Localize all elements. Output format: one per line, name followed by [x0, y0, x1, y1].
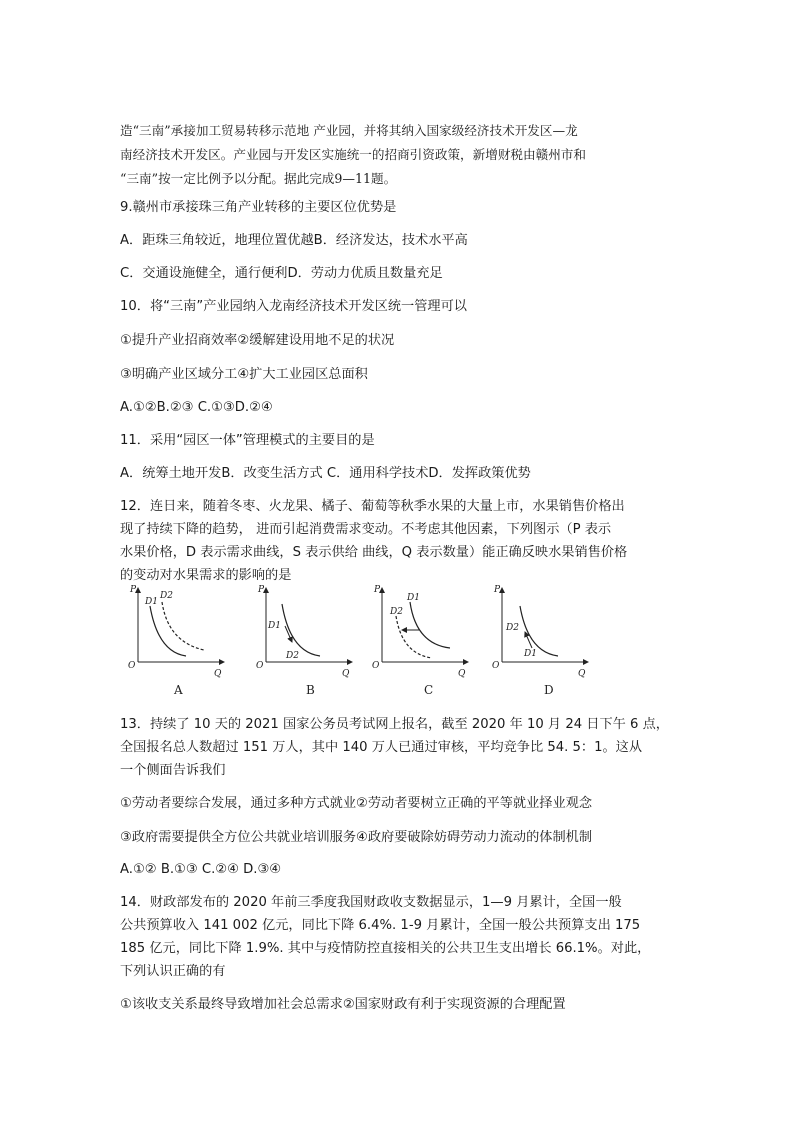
- q9-options-cd: C．交通设施健全，通行便利D．劳动力优质且数量充足: [120, 266, 443, 281]
- q12-line-2: 现了持续下降的趋势， 进而引起消费需求变动。不考虑其他因素，下列图示（P 表示: [120, 522, 612, 537]
- q9-options-ab: A．距珠三角较近，地理位置优越B．经济发达，技术水平高: [120, 233, 468, 248]
- graph-caption: B: [306, 683, 315, 697]
- q14-line-3: 185 亿元，同比下降 1.9%. 其中与疫情防控直接相关的公共卫生支出增长 66.1%。对此，: [120, 941, 651, 956]
- q13-items-3-4: ③政府需要提供全方位公共就业培训服务④政府要破除妨碍劳动力流动的体制机制: [120, 830, 593, 845]
- d2-label: D2: [390, 607, 403, 617]
- p-label: P: [258, 585, 265, 595]
- q14-line-1: 14．财政部发布的 2020 年前三季度我国财政收支数据显示，1—9 月累计，全国一般: [120, 895, 622, 910]
- o-label: O: [372, 661, 380, 671]
- graph-a: [128, 582, 258, 702]
- q-label: Q: [342, 669, 350, 679]
- q13-line-1: 13．持续了 10 天的 2021 国家公务员考试网上报名，截至 2020 年 10 月 24 日下午 6 点，: [120, 717, 669, 732]
- q14-line-2: 公共预算收入 141 002 亿元，同比下降 6.4%. 1-9 月累计，全国一般公共预算支出 175: [120, 918, 641, 933]
- d2-label: D2: [506, 623, 519, 633]
- d2-label: D2: [286, 651, 299, 661]
- p-label: P: [374, 585, 381, 595]
- q11-options: A．统筹土地开发B．改变生活方式 C．通用科学技术D．发挥政策优势: [120, 466, 531, 481]
- q11-stem: 11．采用“园区一体”管理模式的主要目的是: [120, 433, 375, 448]
- graph-c: [372, 582, 502, 702]
- q10-options: A.①②B.②③ C.①③D.②④: [120, 400, 273, 415]
- q12-line-3: 水果价格，D 表示需求曲线，S 表示供给 曲线，Q 表示数量）能正确反映水果销售价格: [120, 545, 628, 560]
- q13-line-3: 一个侧面告诉我们: [120, 763, 226, 778]
- q9-stem: 9.赣州市承接珠三角产业转移的主要区位优势是: [120, 200, 397, 215]
- graph-caption: A: [174, 683, 183, 697]
- o-label: O: [128, 661, 136, 671]
- graph-caption: C: [424, 683, 434, 697]
- demand-curve-d1: [410, 602, 450, 648]
- intro-line-3: “三南”按一定比例予以分配。据此完成9—11题。: [120, 171, 397, 186]
- d1-label: D1: [268, 621, 281, 631]
- q13-line-2: 全国报名总人数超过 151 万人，其中 140 万人已通过审核，平均竞争比 54. 5：1。这从: [120, 740, 643, 755]
- q14-items-1-2: ①该收支关系最终导致增加社会总需求②国家财政有利于实现资源的合理配置: [120, 997, 566, 1012]
- graph-caption: D: [544, 683, 554, 697]
- d1-label: D1: [524, 649, 537, 659]
- q-label: Q: [458, 669, 466, 679]
- q12-line-1: 12．连日来，随着冬枣、火龙果、橘子、葡萄等秋季水果的大量上市，水果销售价格出: [120, 499, 625, 514]
- q10-items-3-4: ③明确产业区域分工④扩大工业园区总面积: [120, 367, 368, 382]
- demand-curve: [282, 604, 320, 656]
- o-label: O: [492, 661, 500, 671]
- graph-d: [492, 582, 622, 702]
- demand-curve-d2: [396, 616, 432, 658]
- graph-b: [256, 582, 386, 702]
- q14-line-4: 下列认识正确的有: [120, 964, 226, 979]
- q13-items-1-2: ①劳动者要综合发展，通过多种方式就业②劳动者要树立正确的平等就业择业观念: [120, 796, 593, 811]
- q-label: Q: [214, 669, 222, 679]
- d2-label: D2: [160, 591, 173, 601]
- p-label: P: [494, 585, 501, 595]
- o-label: O: [256, 661, 264, 671]
- q12-line-4: 的变动对水果需求的影响的是: [120, 568, 292, 583]
- intro-line-2: 南经济技术开发区。产业园与开发区实施统一的招商引资政策，新增财税由赣州市和: [120, 147, 586, 162]
- q-label: Q: [578, 669, 586, 679]
- d1-label: D1: [145, 597, 158, 607]
- q10-stem: 10．将“三南”产业园纳入龙南经济技术开发区统一管理可以: [120, 299, 467, 314]
- p-label: P: [130, 585, 137, 595]
- d1-label: D1: [407, 593, 420, 603]
- intro-line-1: 造“三南”承接加工贸易转移示范地 产业园，并将其纳入国家级经济技术开发区—龙: [120, 123, 578, 138]
- demand-curve-d2: [162, 602, 204, 650]
- q13-options: A.①② B.①③ C.②④ D.③④: [120, 862, 282, 877]
- demand-curve-d1: [150, 606, 186, 656]
- q10-items-1-2: ①提升产业招商效率②缓解建设用地不足的状况: [120, 333, 395, 348]
